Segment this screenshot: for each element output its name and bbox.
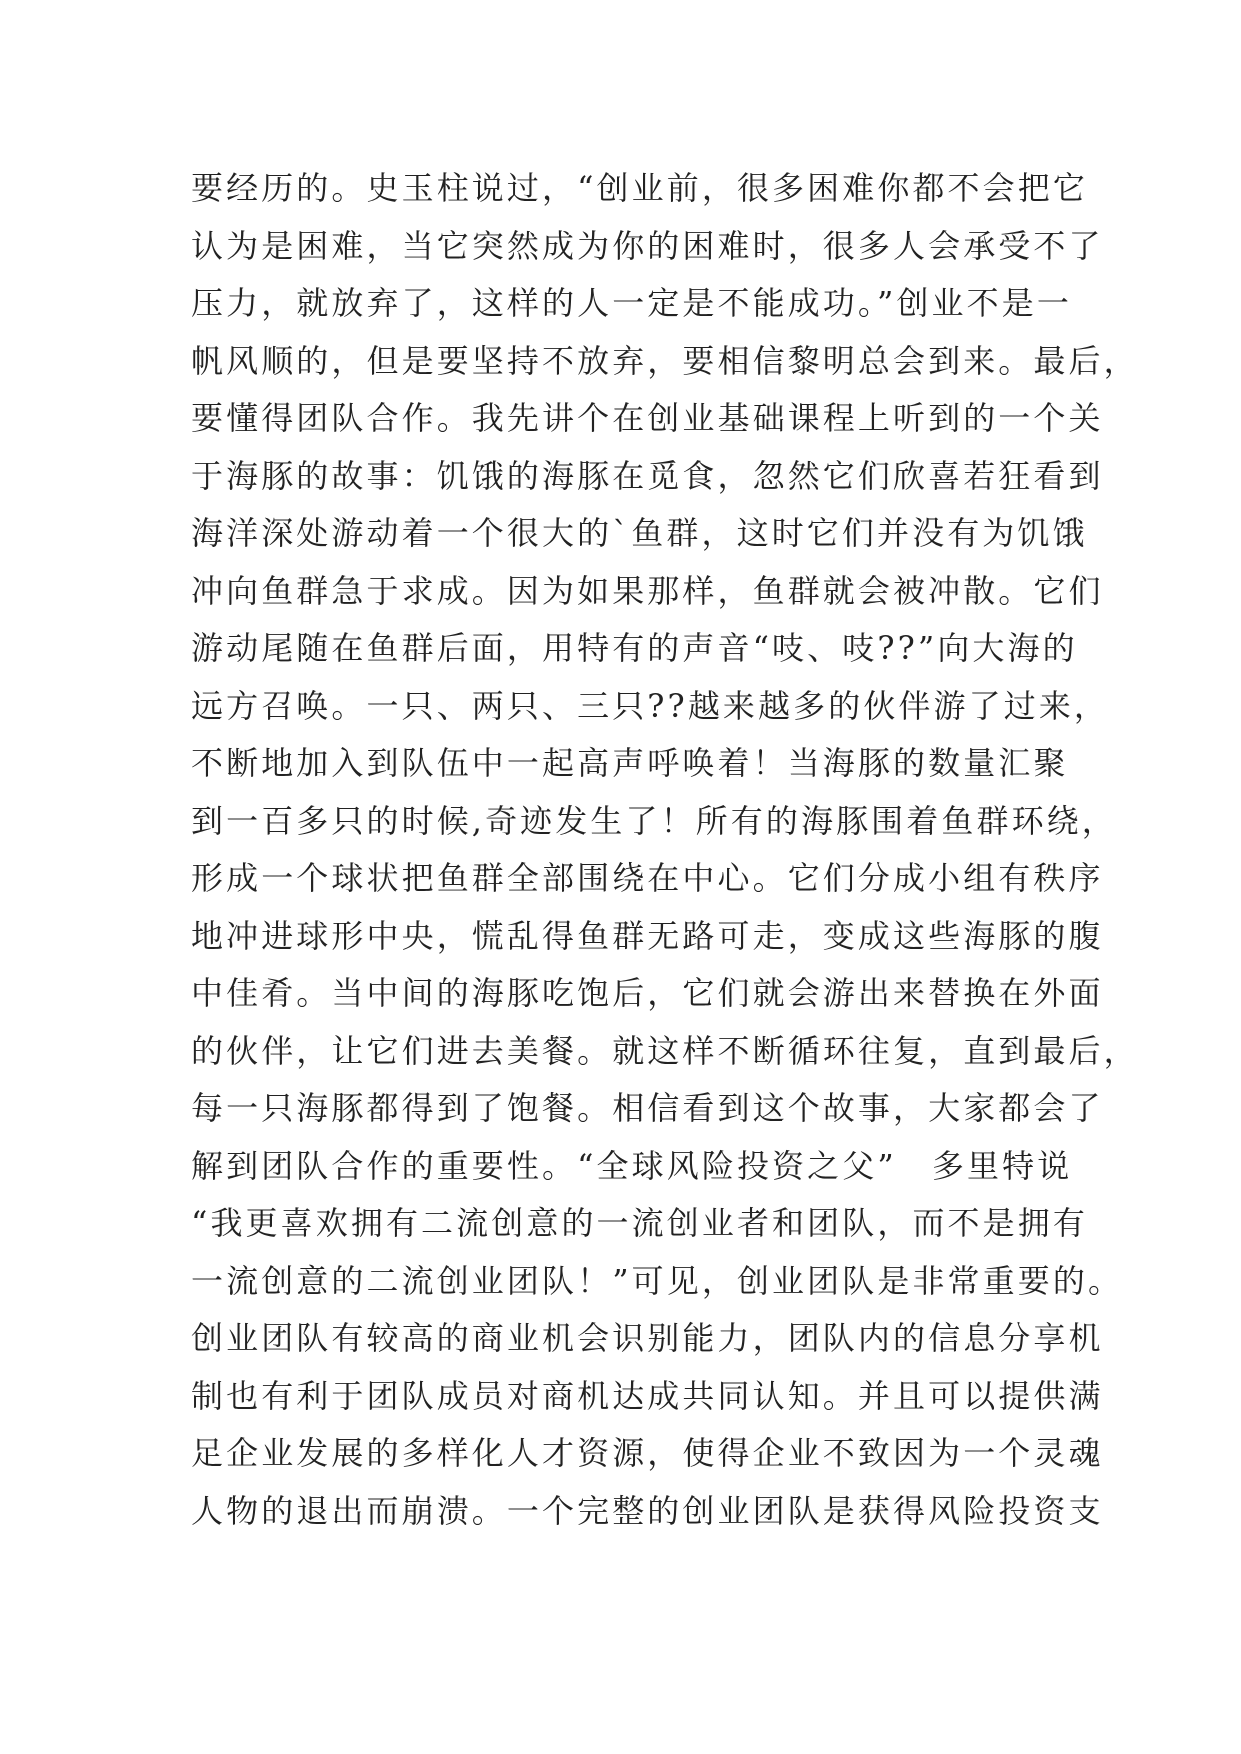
text-line: 创业团队有较高的商业机会识别能力，团队内的信息分享机	[191, 1319, 1104, 1357]
text-line: 形成一个球状把鱼群全部围绕在中心。它们分成小组有秩序	[191, 859, 1104, 897]
text-line: “我更喜欢拥有二流创意的一流创业者和团队，而不是拥有	[191, 1204, 1088, 1242]
text-line: 足企业发展的多样化人才资源，使得企业不致因为一个灵魂	[191, 1434, 1104, 1472]
text-line: 不断地加入到队伍中一起高声呼唤着！当海豚的数量汇聚	[191, 744, 1069, 782]
text-line: 冲向鱼群急于求成。因为如果那样，鱼群就会被冲散。它们	[191, 571, 1104, 610]
text-line: 于海豚的故事：饥饿的海豚在觅食，忽然它们欣喜若狂看到	[191, 456, 1104, 495]
text-line: 认为是困难，当它突然成为你的困难时，很多人会承受不了	[191, 226, 1104, 265]
text-line: 远方召唤。一只、两只、三只??越来越多的伙伴游了过来，	[191, 686, 1110, 725]
text-line: 制也有利于团队成员对商机达成共同认知。并且可以提供满	[191, 1376, 1104, 1415]
text-line: 要懂得团队合作。我先讲个在创业基础课程上听到的一个关	[191, 399, 1104, 437]
text-line: 要经历的。史玉柱说过，“创业前，很多困难你都不会把它	[191, 169, 1088, 207]
text-line: 每一只海豚都得到了饱餐。相信看到这个故事，大家都会了	[191, 1089, 1104, 1127]
text-line: 解到团队合作的重要性。“全球风险投资之父” 多里特说	[191, 1146, 1073, 1185]
body-text	[191, 160, 1139, 1540]
text-line: 中佳肴。当中间的海豚吃饱后，它们就会游出来替换在外面	[191, 974, 1104, 1012]
text-line: 游动尾随在鱼群后面，用特有的声音“吱、吱??”向大海的	[191, 629, 1078, 667]
text-line: 一流创意的二流创业团队！”可见，创业团队是非常重要的。	[191, 1261, 1124, 1300]
text-line: 压力，就放弃了，这样的人一定是不能成功。”创业不是一	[191, 284, 1072, 322]
text-line: 到一百多只的时候,奇迹发生了！所有的海豚围着鱼群环绕，	[191, 801, 1117, 840]
text-line: 帆风顺的，但是要坚持不放弃，要相信黎明总会到来。最后，	[191, 341, 1139, 380]
text-line: 的伙伴，让它们进去美餐。就这样不断循环往复，直到最后，	[191, 1031, 1139, 1070]
text-line: 人物的退出而崩溃。一个完整的创业团队是获得风险投资支	[191, 1491, 1104, 1530]
text-line: 地冲进球形中央，慌乱得鱼群无路可走，变成这些海豚的腹	[191, 916, 1104, 955]
text-line: 海洋深处游动着一个很大的`鱼群，这时它们并没有为饥饿	[191, 514, 1088, 552]
